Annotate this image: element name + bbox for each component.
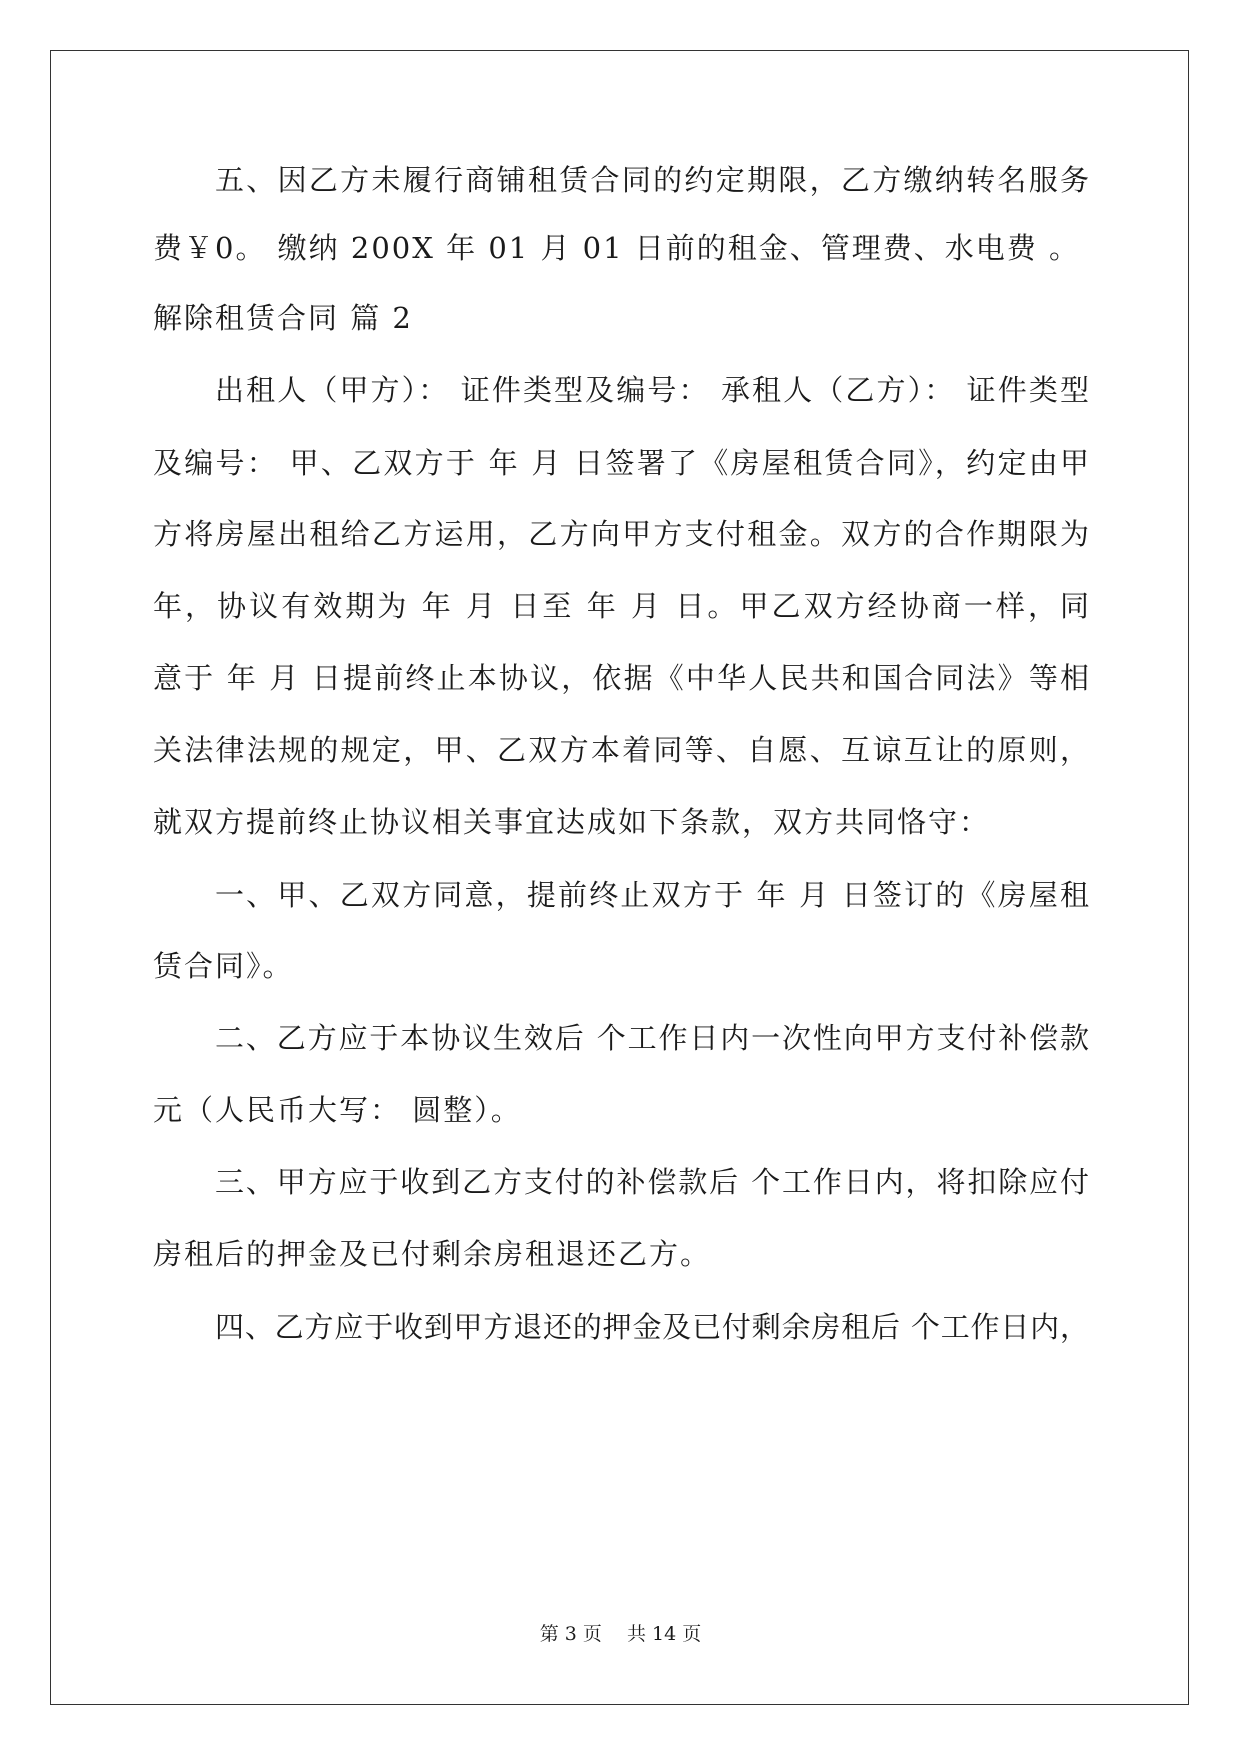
paragraph-line: 关法律法规的规定，甲、乙双方本着同等、自愿、互谅互让的原则， [153, 733, 1089, 767]
paragraph-line: 出租人（甲方）： 证件类型及编号： 承租人（乙方）： 证件类型 [215, 373, 1089, 407]
paragraph-line: 意于 年 月 日提前终止本协议，依据《中华人民共和国合同法》等相 [153, 661, 1089, 695]
paragraph-line: 房租后的押金及已付剩余房租退还乙方。 [153, 1237, 712, 1271]
section-heading: 解除租赁合同 篇 2 [153, 301, 413, 335]
paragraph-line: 元（人民币大写： 圆整）。 [153, 1093, 522, 1127]
paragraph-line: 就双方提前终止协议相关事宜达成如下条款，双方共同恪守： [153, 805, 991, 839]
paragraph-line: 年，协议有效期为 年 月 日至 年 月 日。甲乙双方经协商一样，同 [153, 589, 1089, 623]
paragraph-line: 三、甲方应于收到乙方支付的补偿款后 个工作日内，将扣除应付 [215, 1165, 1089, 1199]
paragraph-line: 一、甲、乙双方同意，提前终止双方于 年 月 日签订的《房屋租 [215, 878, 1089, 912]
paragraph-line: 及编号： 甲、乙双方于 年 月 日签署了《房屋租赁合同》，约定由甲 [153, 446, 1089, 480]
paragraph-line: 赁合同》。 [153, 949, 294, 983]
paragraph-line: 五、因乙方未履行商铺租赁合同的约定期限，乙方缴纳转名服务 [215, 163, 1089, 197]
paragraph-line: 费￥0。 缴纳 200X 年 01 月 01 日前的租金、管理费、水电费 。 [153, 231, 1080, 265]
paragraph-line: 四、乙方应于收到甲方退还的押金及已付剩余房租后 个工作日内， [215, 1310, 1089, 1344]
paragraph-line: 二、乙方应于本协议生效后 个工作日内一次性向甲方支付补偿款 [215, 1021, 1089, 1055]
paragraph-line: 方将房屋出租给乙方运用，乙方向甲方支付租金。双方的合作期限为 [153, 517, 1089, 551]
page-number: 第 3 页 共 14 页 [539, 1623, 702, 1645]
